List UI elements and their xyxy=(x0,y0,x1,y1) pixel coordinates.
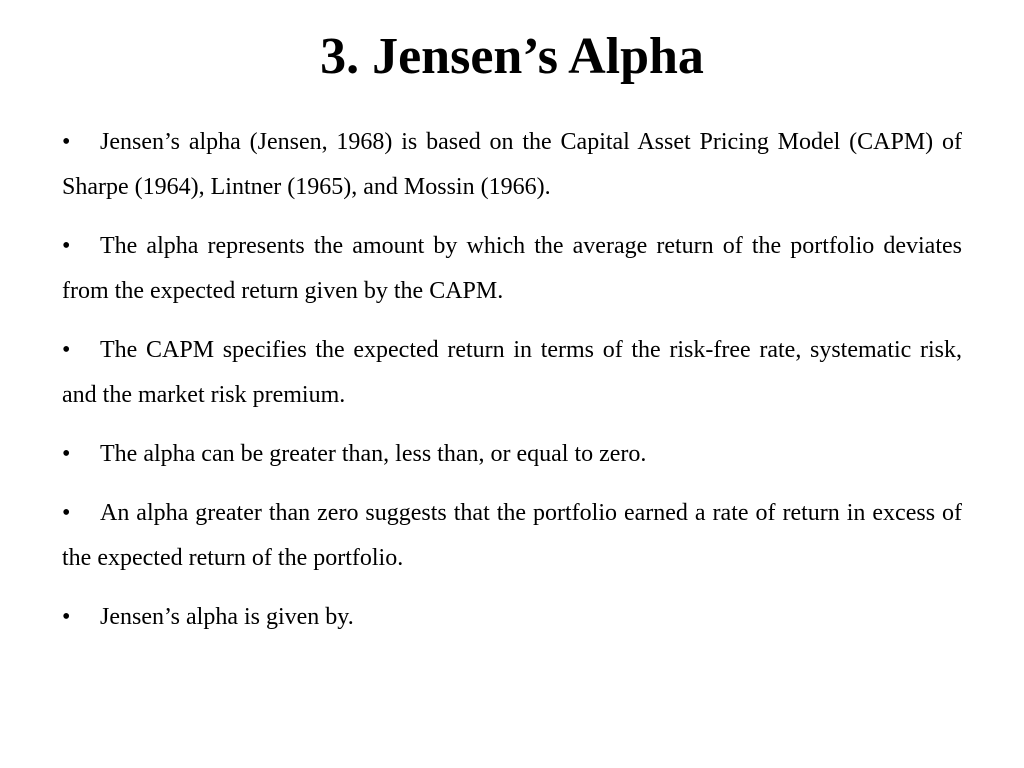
bullet-text: The alpha represents the amount by which the average return of the portfolio deviates from the expected return given by the CAPM. xyxy=(62,233,962,304)
bullet-text: An alpha greater than zero suggests that the portfolio earned a rate of return in excess of the expected return of the portfolio. xyxy=(62,500,962,571)
bullet-text: Jensen’s alpha is given by. xyxy=(100,604,354,630)
bullet-item xyxy=(62,328,962,418)
bullet-icon: • xyxy=(62,129,71,155)
bullet-icon: • xyxy=(62,233,71,259)
bullet-item xyxy=(62,432,962,477)
bullet-icon: • xyxy=(62,337,71,363)
bullet-item xyxy=(62,120,962,210)
bullet-item xyxy=(62,224,962,314)
bullet-item xyxy=(62,491,962,581)
bullet-text: The CAPM specifies the expected return in terms of the risk-free rate, systematic risk, and the market risk premium. xyxy=(62,337,962,408)
bullet-text: Jensen’s alpha (Jensen, 1968) is based on the Capital Asset Pricing Model (CAPM) of Sharpe (1964), Lintner (1965), and Mossin (1966). xyxy=(62,129,962,200)
bullet-icon: • xyxy=(62,604,71,630)
slide-title: 3. Jensen’s Alpha xyxy=(320,28,704,85)
bullet-text: The alpha can be greater than, less than, or equal to zero. xyxy=(100,441,647,467)
bullet-list xyxy=(62,120,962,654)
bullet-icon: • xyxy=(62,500,71,526)
bullet-icon: • xyxy=(62,441,71,467)
bullet-item xyxy=(62,595,962,640)
